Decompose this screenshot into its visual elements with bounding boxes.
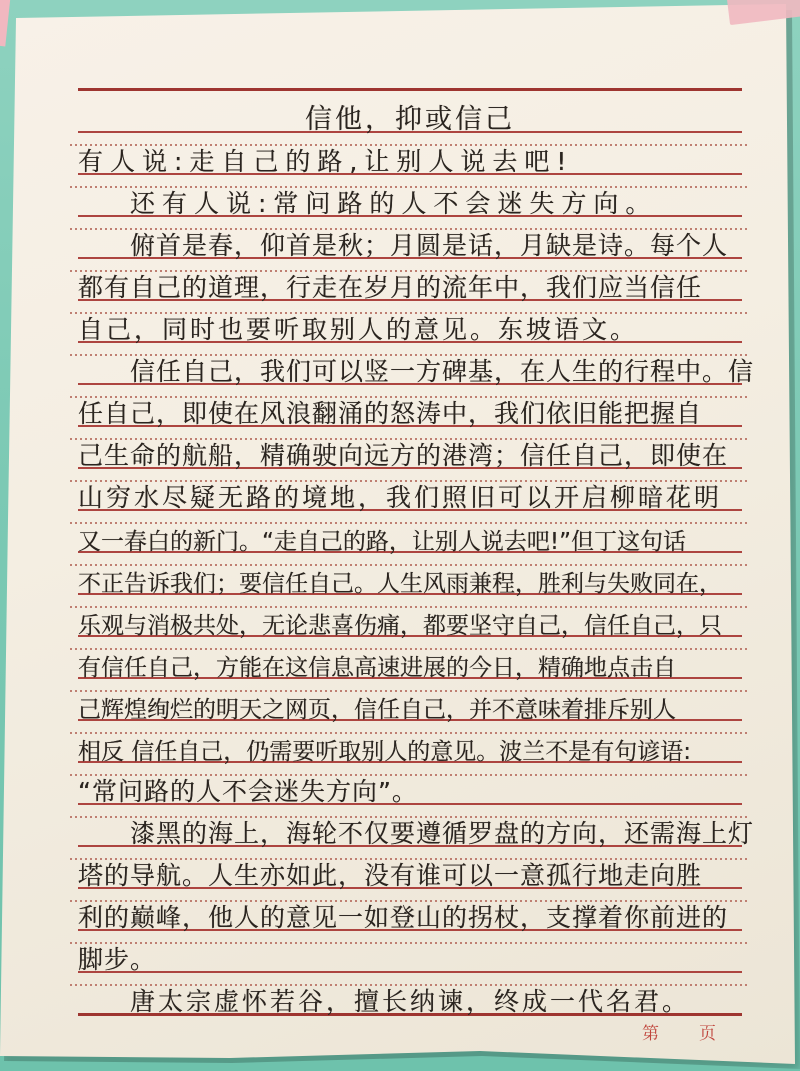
essay-line: 都有自己的道理，行走在岁月的流年中，我们应当信任 — [78, 259, 742, 301]
essay-title: 信他，抑或信己 — [305, 104, 515, 135]
essay-line: 利的巅峰，他人的意见一如登山的拐杖，支撑着你前进的 — [78, 889, 742, 931]
essay-line: 唐太宗虚怀若谷，擅长纳谏，终成一代名君。 — [78, 973, 742, 1016]
washi-tape-top-left — [0, 0, 11, 46]
essay-line: 漆黑的海上，海轮不仅要遵循罗盘的方向，还需海上灯 — [78, 805, 742, 847]
essay-line: 塔的导航。人生亦如此，没有谁可以一意孤行地走向胜 — [78, 847, 742, 889]
footer-char-ye: 页 — [699, 1023, 718, 1044]
essay-line: 己辉煌绚烂的明天之网页，信任自己，并不意味着排斥别人 — [78, 679, 742, 721]
essay-line: 有信任自己，方能在这信息高速进展的今日，精确地点击自 — [78, 637, 742, 679]
essay-line: “常问路的人不会迷失方向”。 — [78, 763, 742, 805]
essay-line: 任自己，即使在风浪翻涌的怒涛中，我们依旧能把握自 — [78, 385, 742, 427]
page-footer — [78, 1016, 742, 1046]
essay-line: 相反 信任自己，仍需要听取别人的意见。波兰不是有句谚语: — [78, 721, 742, 763]
essay-line: 又一春白的新门。“走自己的路，让别人说去吧!”但丁这句话 — [78, 511, 742, 553]
essay-title-row — [78, 91, 742, 133]
essay-line: 己生命的航船，精确驶向远方的港湾；信任自己，即使在 — [78, 427, 742, 469]
essay-line: 不正告诉我们；要信任自己。人生风雨兼程，胜利与失败同在， — [78, 553, 742, 595]
essay-line: 自己，同时也要听取别人的意见。东坡语文。 — [78, 301, 742, 343]
essay-line: 俯首是春，仰首是秋；月圆是话，月缺是诗。每个人 — [78, 217, 742, 259]
essay-line: 有人说:走自己的路,让别人说去吧! — [78, 133, 742, 175]
ruled-writing-area — [78, 88, 755, 1046]
essay-line: 还有人说:常问路的人不会迷失方向。 — [78, 175, 742, 217]
essay-line: 脚步。 — [78, 931, 742, 973]
essay-line: 信任自己，我们可以竖一方碑基，在人生的行程中。信 — [78, 343, 742, 385]
footer-char-di: 第 — [642, 1023, 661, 1044]
essay-line: 山穷水尽疑无路的境地，我们照旧可以开启柳暗花明 — [78, 469, 742, 511]
essay-line: 乐观与消极共处，无论悲喜伤痛，都要坚守自己，信任自己，只 — [78, 595, 742, 637]
